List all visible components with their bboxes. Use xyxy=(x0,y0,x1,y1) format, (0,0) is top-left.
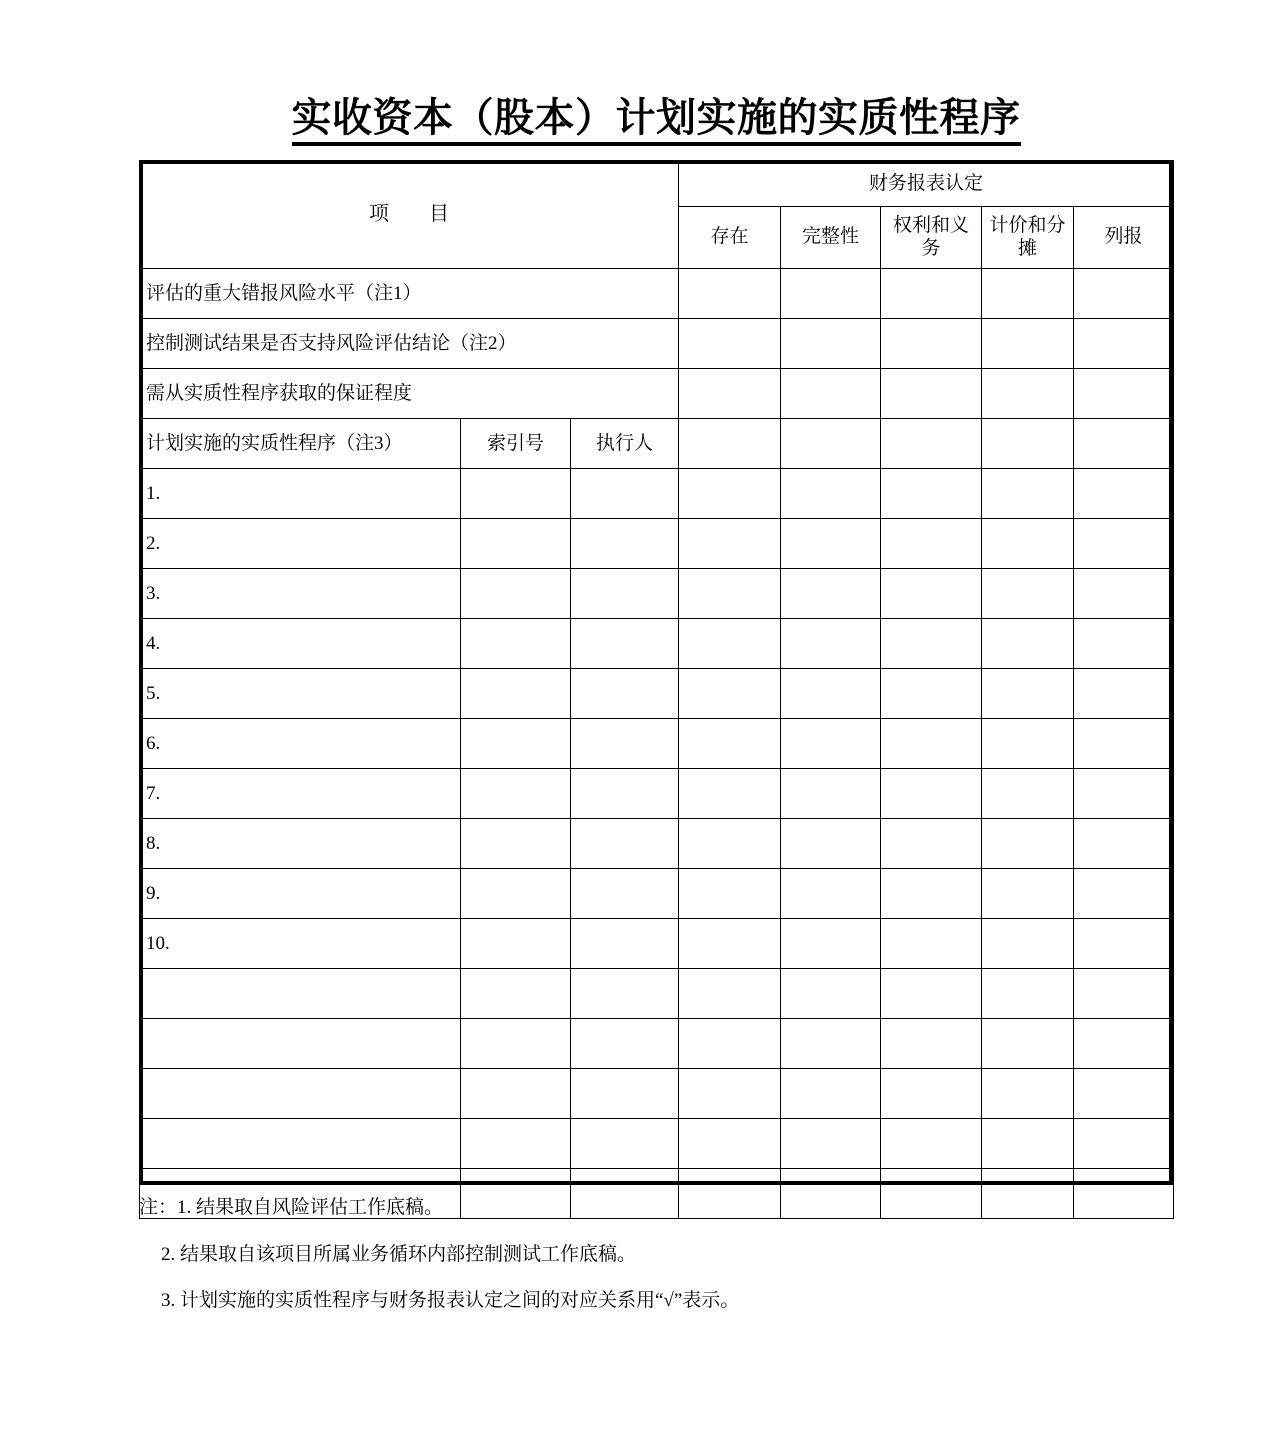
table-row xyxy=(140,869,1174,919)
cell-performer[interactable] xyxy=(571,869,679,919)
cell-existence[interactable] xyxy=(679,419,781,469)
footnotes xyxy=(139,1196,1179,1336)
cell-completeness[interactable] xyxy=(781,569,881,619)
table-row xyxy=(140,719,1174,769)
footnote-2: 2. 结果取自该项目所属业务循环内部控制测试工作底稿。 xyxy=(161,1243,637,1265)
cell-rights-obligations[interactable] xyxy=(881,819,982,869)
cell-existence[interactable] xyxy=(679,369,781,419)
cell-index[interactable] xyxy=(461,569,571,619)
cell-rights-obligations[interactable] xyxy=(881,919,982,969)
row-label-assurance-level: 需从实质性程序获取的保证程度 xyxy=(140,369,679,419)
cell-valuation-allocation[interactable] xyxy=(982,819,1074,869)
cell-completeness[interactable] xyxy=(781,919,881,969)
cell-rights-obligations[interactable] xyxy=(881,419,982,469)
cell-valuation-allocation[interactable] xyxy=(982,919,1074,969)
assertion-column-header-presentation: 列报 xyxy=(1074,207,1174,269)
cell-presentation[interactable] xyxy=(1074,519,1174,569)
table-row xyxy=(140,269,1174,319)
row-label-control-test-result: 控制测试结果是否支持风险评估结论（注2） xyxy=(140,319,679,369)
cell-valuation-allocation[interactable] xyxy=(982,319,1074,369)
cell-presentation[interactable] xyxy=(1074,369,1174,419)
procedure-number[interactable]: 2. xyxy=(140,519,461,569)
substantive-procedures-table xyxy=(139,160,1174,1219)
cell-completeness[interactable] xyxy=(781,419,881,469)
cell-index[interactable] xyxy=(461,919,571,969)
cell-existence[interactable] xyxy=(679,269,781,319)
cell-presentation[interactable] xyxy=(1074,1119,1174,1169)
table-row xyxy=(140,969,1174,1019)
cell-rights-obligations[interactable] xyxy=(881,969,982,1019)
table-header-row-group xyxy=(140,161,1174,207)
cell-procedure[interactable] xyxy=(140,969,461,1019)
cell-completeness[interactable] xyxy=(781,869,881,919)
cell-procedure[interactable] xyxy=(140,1119,461,1169)
cell-index[interactable] xyxy=(461,719,571,769)
cell-index[interactable] xyxy=(461,619,571,669)
table-subheader-row xyxy=(140,419,1174,469)
cell-completeness[interactable] xyxy=(781,319,881,369)
cell-completeness[interactable] xyxy=(781,269,881,319)
cell-performer[interactable] xyxy=(571,919,679,969)
cell-rights-obligations[interactable] xyxy=(881,719,982,769)
cell-index[interactable] xyxy=(461,519,571,569)
cell-presentation[interactable] xyxy=(1074,819,1174,869)
cell-valuation-allocation[interactable] xyxy=(982,769,1074,819)
page-title-text: 实收资本（股本）计划实施的实质性程序 xyxy=(292,95,1021,146)
cell-rights-obligations[interactable] xyxy=(881,569,982,619)
assertion-column-header-completeness: 完整性 xyxy=(781,207,881,269)
cell-completeness[interactable] xyxy=(781,1019,881,1069)
cell-valuation-allocation[interactable] xyxy=(982,869,1074,919)
cell-performer[interactable] xyxy=(571,619,679,669)
footnote-3: 3. 计划实施的实质性程序与财务报表认定之间的对应关系用“√”表示。 xyxy=(161,1290,740,1312)
cell-performer[interactable] xyxy=(571,569,679,619)
table-row xyxy=(140,569,1174,619)
cell-presentation[interactable] xyxy=(1074,319,1174,369)
cell-valuation-allocation[interactable] xyxy=(982,569,1074,619)
cell-valuation-allocation[interactable] xyxy=(982,419,1074,469)
cell-index[interactable] xyxy=(461,819,571,869)
cell-index[interactable] xyxy=(461,969,571,1019)
assertions-group-header: 财务报表认定 xyxy=(679,161,1174,207)
cell-completeness[interactable] xyxy=(781,519,881,569)
cell-index[interactable] xyxy=(461,1019,571,1069)
cell-performer[interactable] xyxy=(571,969,679,1019)
cell-presentation[interactable] xyxy=(1074,769,1174,819)
cell-presentation[interactable] xyxy=(1074,619,1174,669)
cell-rights-obligations[interactable] xyxy=(881,769,982,819)
cell-valuation-allocation[interactable] xyxy=(982,469,1074,519)
cell-valuation-allocation[interactable] xyxy=(982,369,1074,419)
cell-performer[interactable] xyxy=(571,1019,679,1069)
cell-completeness[interactable] xyxy=(781,819,881,869)
cell-completeness[interactable] xyxy=(781,1069,881,1119)
cell-existence[interactable] xyxy=(679,819,781,869)
procedure-number[interactable]: 8. xyxy=(140,819,461,869)
cell-valuation-allocation[interactable] xyxy=(982,269,1074,319)
table-row xyxy=(140,319,1174,369)
cell-rights-obligations[interactable] xyxy=(881,519,982,569)
cell-procedure[interactable] xyxy=(140,1069,461,1119)
cell-presentation[interactable] xyxy=(1074,1019,1174,1069)
cell-performer[interactable] xyxy=(571,819,679,869)
cell-rights-obligations[interactable] xyxy=(881,669,982,719)
cell-procedure[interactable] xyxy=(140,1019,461,1069)
cell-existence[interactable] xyxy=(679,569,781,619)
cell-presentation[interactable] xyxy=(1074,919,1174,969)
cell-index[interactable] xyxy=(461,669,571,719)
cell-presentation[interactable] xyxy=(1074,969,1174,1019)
cell-completeness[interactable] xyxy=(781,469,881,519)
cell-completeness[interactable] xyxy=(781,719,881,769)
table-row xyxy=(140,1019,1174,1069)
cell-rights-obligations[interactable] xyxy=(881,1069,982,1119)
assertion-column-header-existence: 存在 xyxy=(679,207,781,269)
cell-valuation-allocation[interactable] xyxy=(982,619,1074,669)
procedure-number[interactable]: 3. xyxy=(140,569,461,619)
footnote-1: 注：1. 结果取自风险评估工作底稿。 xyxy=(139,1197,444,1218)
cell-existence[interactable] xyxy=(679,1019,781,1069)
cell-existence[interactable] xyxy=(679,469,781,519)
procedure-number[interactable]: 4. xyxy=(140,619,461,669)
table-body xyxy=(140,161,1174,1219)
cell-existence[interactable] xyxy=(679,719,781,769)
table-row xyxy=(140,369,1174,419)
cell-existence[interactable] xyxy=(679,1069,781,1119)
table-row xyxy=(140,919,1174,969)
cell-presentation[interactable] xyxy=(1074,869,1174,919)
table-row xyxy=(140,769,1174,819)
cell-presentation[interactable] xyxy=(1074,419,1174,469)
cell-valuation-allocation[interactable] xyxy=(982,969,1074,1019)
cell-existence[interactable] xyxy=(679,519,781,569)
cell-completeness[interactable] xyxy=(781,369,881,419)
cell-valuation-allocation[interactable] xyxy=(982,1069,1074,1119)
cell-rights-obligations[interactable] xyxy=(881,469,982,519)
table-row xyxy=(140,669,1174,719)
cell-valuation-allocation[interactable] xyxy=(982,669,1074,719)
table-row xyxy=(140,819,1174,869)
table-row xyxy=(140,469,1174,519)
cell-rights-obligations[interactable] xyxy=(881,269,982,319)
cell-completeness[interactable] xyxy=(781,619,881,669)
assertion-column-header-rights-obligations: 权利和义务 xyxy=(881,207,982,269)
cell-completeness[interactable] xyxy=(781,969,881,1019)
item-column-header: 项 目 xyxy=(140,161,679,269)
cell-presentation[interactable] xyxy=(1074,469,1174,519)
cell-existence[interactable] xyxy=(679,619,781,669)
cell-rights-obligations[interactable] xyxy=(881,1019,982,1069)
cell-existence[interactable] xyxy=(679,969,781,1019)
cell-performer[interactable] xyxy=(571,769,679,819)
procedure-number[interactable]: 10. xyxy=(140,919,461,969)
cell-existence[interactable] xyxy=(679,1119,781,1169)
cell-existence[interactable] xyxy=(679,769,781,819)
cell-existence[interactable] xyxy=(679,919,781,969)
cell-existence[interactable] xyxy=(679,319,781,369)
cell-performer[interactable] xyxy=(571,519,679,569)
cell-completeness[interactable] xyxy=(781,669,881,719)
table-row xyxy=(140,1069,1174,1119)
cell-rights-obligations[interactable] xyxy=(881,869,982,919)
cell-rights-obligations[interactable] xyxy=(881,619,982,669)
cell-presentation[interactable] xyxy=(1074,1069,1174,1119)
cell-index[interactable] xyxy=(461,1119,571,1169)
cell-presentation[interactable] xyxy=(1074,719,1174,769)
procedure-number[interactable]: 1. xyxy=(140,469,461,519)
cell-valuation-allocation[interactable] xyxy=(982,719,1074,769)
procedure-number[interactable]: 5. xyxy=(140,669,461,719)
table-row xyxy=(140,519,1174,569)
page-title xyxy=(139,92,1173,144)
cell-index[interactable] xyxy=(461,869,571,919)
index-column-header: 索引号 xyxy=(461,419,571,469)
cell-presentation[interactable] xyxy=(1074,269,1174,319)
table-row xyxy=(140,619,1174,669)
cell-performer[interactable] xyxy=(571,1119,679,1169)
procedure-number[interactable]: 6. xyxy=(140,719,461,769)
cell-rights-obligations[interactable] xyxy=(881,1119,982,1169)
performer-column-header: 执行人 xyxy=(571,419,679,469)
cell-existence[interactable] xyxy=(679,669,781,719)
procedure-number[interactable]: 7. xyxy=(140,769,461,819)
cell-presentation[interactable] xyxy=(1074,669,1174,719)
cell-performer[interactable] xyxy=(571,719,679,769)
cell-completeness[interactable] xyxy=(781,769,881,819)
cell-index[interactable] xyxy=(461,769,571,819)
cell-rights-obligations[interactable] xyxy=(881,369,982,419)
procedure-number[interactable]: 9. xyxy=(140,869,461,919)
cell-valuation-allocation[interactable] xyxy=(982,519,1074,569)
cell-performer[interactable] xyxy=(571,669,679,719)
row-label-planned-procedures: 计划实施的实质性程序（注3） xyxy=(140,419,461,469)
table-row xyxy=(140,1119,1174,1169)
assertion-column-header-valuation-allocation: 计价和分摊 xyxy=(982,207,1074,269)
cell-valuation-allocation[interactable] xyxy=(982,1119,1074,1169)
cell-index[interactable] xyxy=(461,469,571,519)
cell-existence[interactable] xyxy=(679,869,781,919)
cell-rights-obligations[interactable] xyxy=(881,319,982,369)
cell-valuation-allocation[interactable] xyxy=(982,1019,1074,1069)
cell-completeness[interactable] xyxy=(781,1119,881,1169)
row-label-assessed-risk: 评估的重大错报风险水平（注1） xyxy=(140,269,679,319)
cell-presentation[interactable] xyxy=(1074,569,1174,619)
cell-performer[interactable] xyxy=(571,1069,679,1119)
cell-index[interactable] xyxy=(461,1069,571,1119)
cell-performer[interactable] xyxy=(571,469,679,519)
